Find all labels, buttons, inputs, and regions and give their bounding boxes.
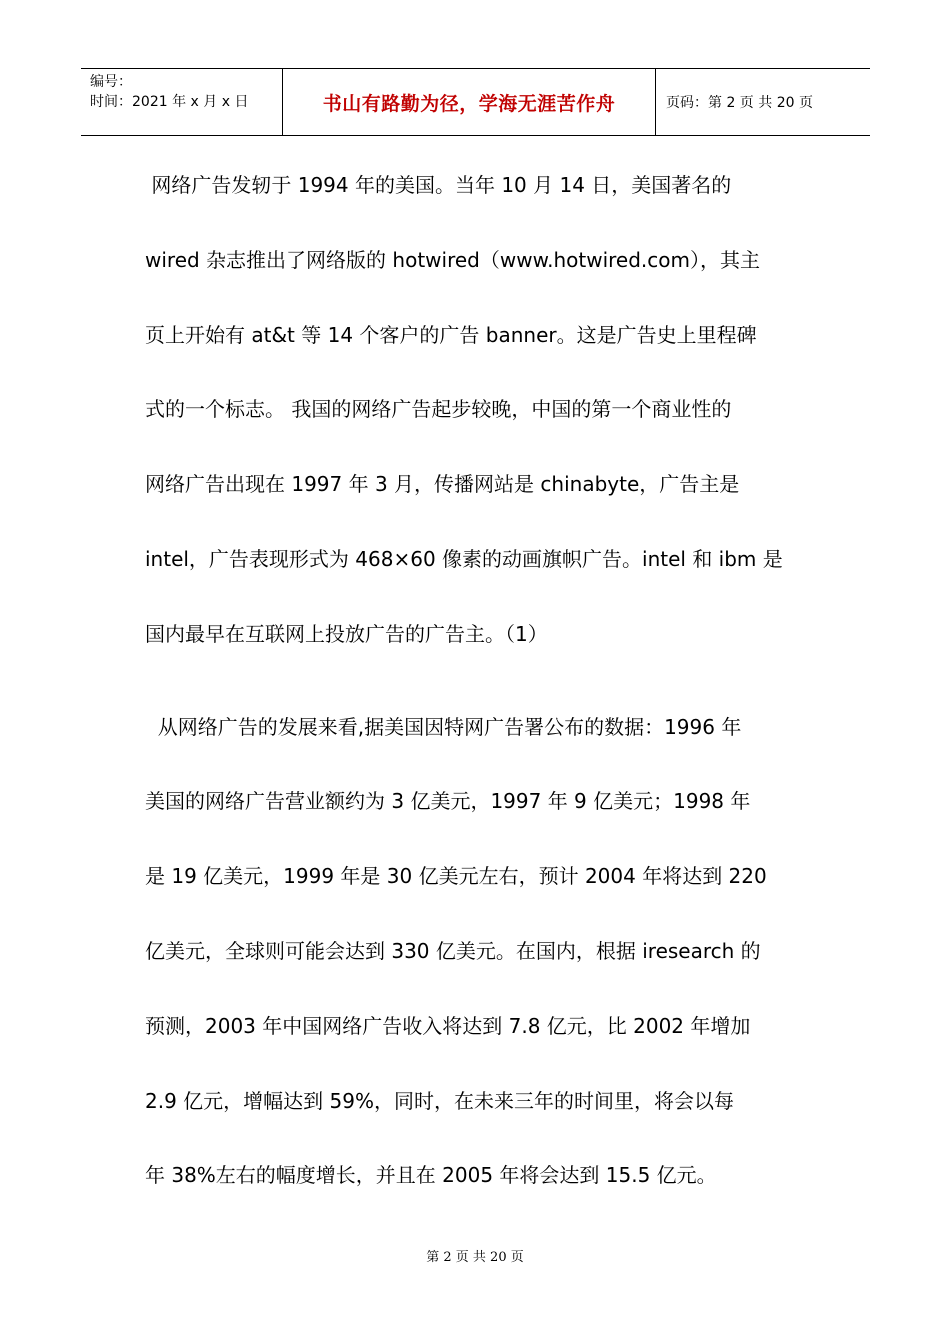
text-line: intel，广告表现形式为 468×60 像素的动画旗帜广告。intel 和 ibm 是 (145, 546, 783, 571)
text-line: 式的一个标志。 我国的网络广告起步较晚，中国的第一个商业性的 (145, 397, 732, 422)
text-line: 从网络广告的发展来看,据美国因特网广告署公布的数据：1996 年 (145, 714, 742, 739)
text-line: 预测，2003 年中国网络广告收入将达到 7.8 亿元，比 2002 年增加 (145, 1013, 751, 1038)
document-number-label: 编号： (90, 74, 132, 90)
text-line: 亿美元，全球则可能会达到 330 亿美元。在国内，根据 iresearch 的 (145, 938, 761, 963)
text-line: 美国的网络广告营业额约为 3 亿美元，1997 年 9 亿美元；1998 年 (145, 789, 751, 814)
paragraph-1 (145, 148, 817, 672)
text-line: 2.9 亿元，增幅达到 59%，同时，在未来三年的时间里，将会以每 (145, 1088, 734, 1113)
header-page-info: 页码：第 2 页 共 20 页 (666, 95, 813, 111)
header-motto-cell (283, 69, 656, 135)
page-header (81, 68, 870, 136)
document-body (145, 148, 817, 1213)
header-motto: 书山有路勤为径，学海无涯苦作舟 (322, 92, 616, 115)
header-page-info-cell (656, 69, 870, 135)
footer-page-number: 第 2 页 共 20 页 (426, 1250, 524, 1265)
paragraph-2 (145, 690, 817, 1214)
text-line: 网络广告出现在 1997 年 3 月，传播网站是 chinabyte，广告主是 (145, 472, 740, 497)
text-line: 年 38%左右的幅度增长，并且在 2005 年将会达到 15.5 亿元。 (145, 1163, 717, 1188)
document-date: 时间：2021 年 x 月 x 日 (90, 94, 249, 110)
text-line: wired 杂志推出了网络版的 hotwired（www.hotwired.com），其主 (145, 247, 760, 272)
text-line: 页上开始有 at&t 等 14 个客户的广告 banner。这是广告史上里程碑 (145, 322, 757, 347)
header-meta (81, 69, 283, 135)
text-line: 是 19 亿美元，1999 年是 30 亿美元左右，预计 2004 年将达到 220 (145, 864, 767, 889)
text-line: 国内最早在互联网上投放广告的广告主。（1） (145, 621, 548, 646)
page-footer (0, 1246, 950, 1265)
paragraph-spacer (145, 672, 817, 690)
text-line: 网络广告发轫于 1994 年的美国。当年 10 月 14 日，美国著名的 (145, 173, 732, 197)
